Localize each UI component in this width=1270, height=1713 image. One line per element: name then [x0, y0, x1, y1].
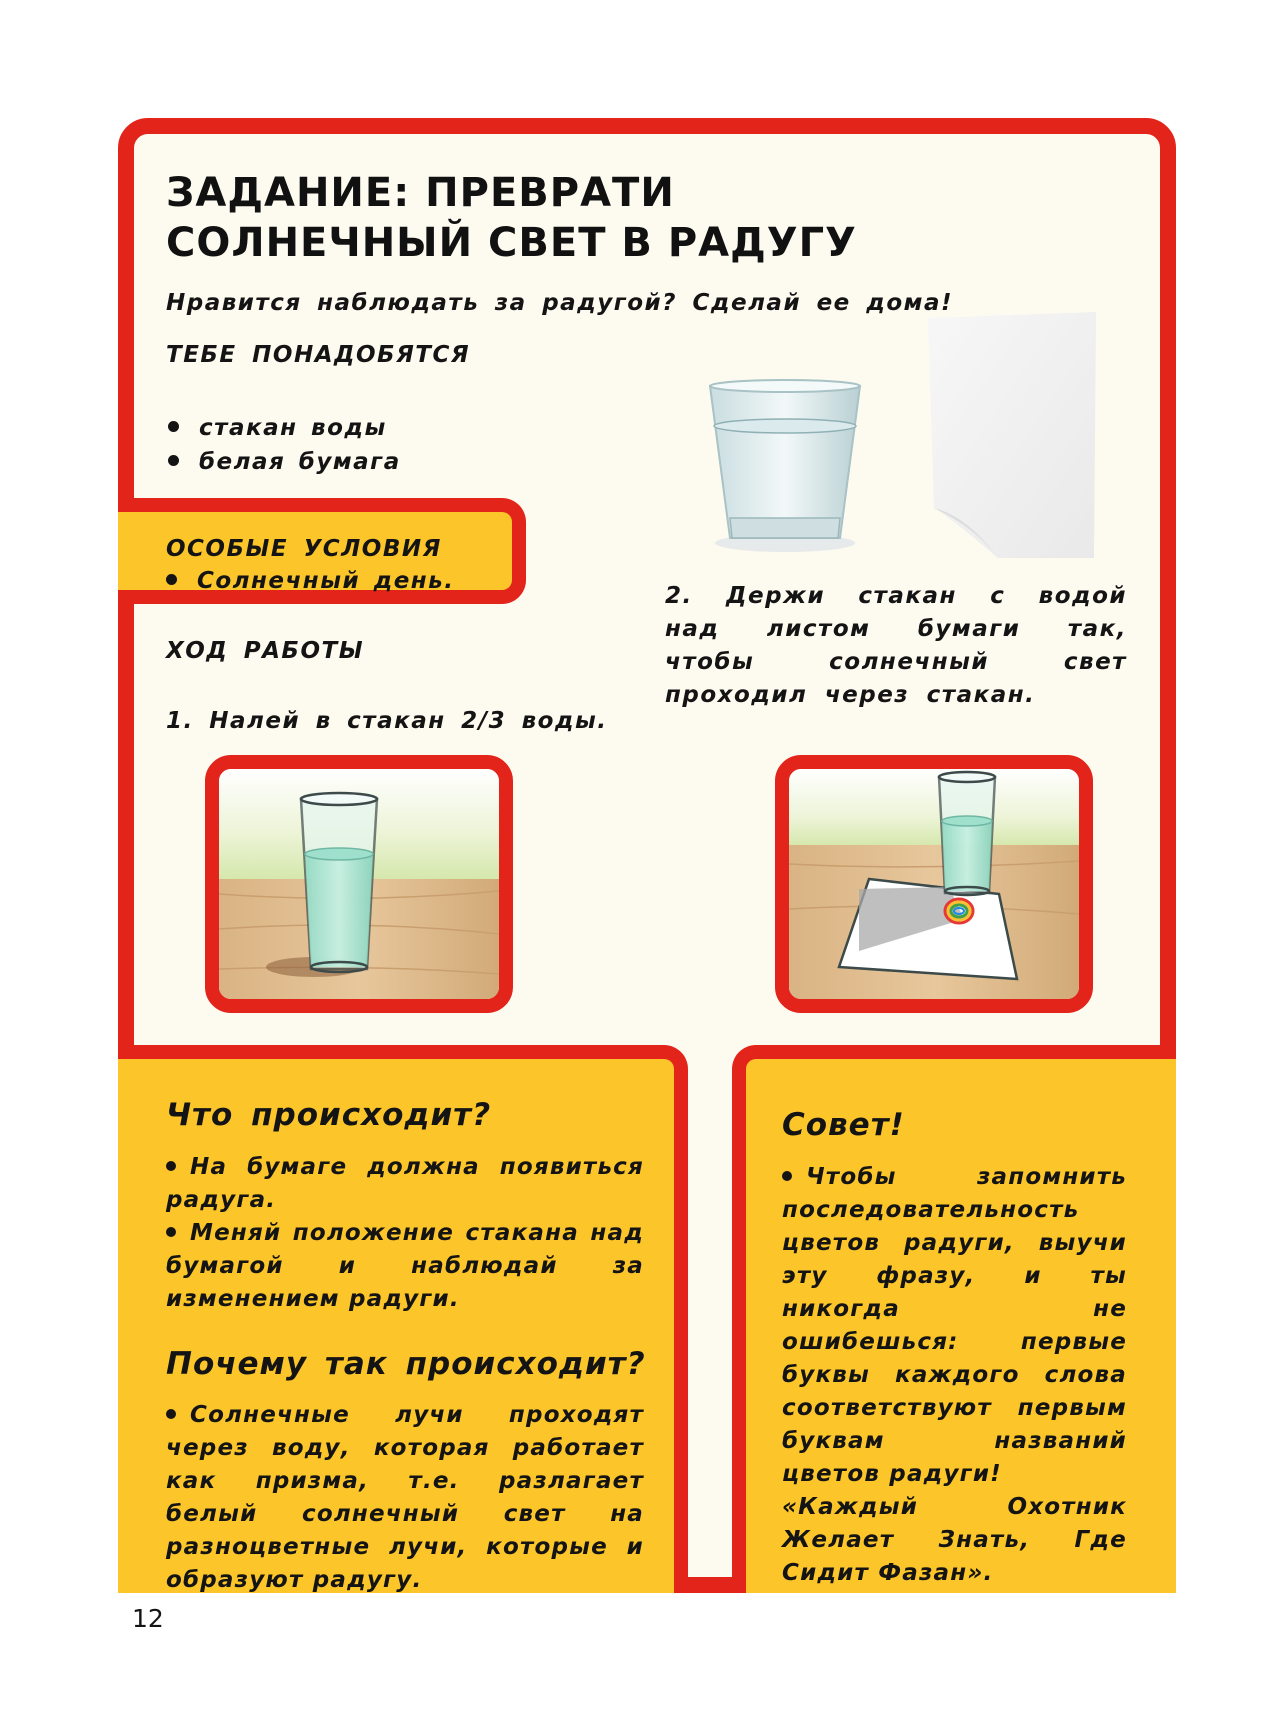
tip-title: Совет!: [782, 1107, 905, 1143]
title-line-1: ЗАДАНИЕ: ПРЕВРАТИ: [166, 170, 675, 216]
bullet-icon: [168, 421, 179, 432]
title-line-2: СОЛНЕЧНЫЙ СВЕТ В РАДУГУ: [166, 220, 857, 266]
bullet-icon: [168, 455, 179, 466]
materials-heading: ТЕБЕ ПОНАДОБЯТСЯ: [166, 342, 471, 368]
tip-text: [782, 1161, 1127, 1590]
list-item: Солнечный день.: [166, 568, 454, 594]
conditions-heading: ОСОБЫЕ УСЛОВИЯ: [166, 536, 442, 562]
list-item: белая бумага: [168, 445, 401, 479]
step-2-text: 2. Держи стакан с водой над листом бумаги так, чтобы солнечный свет проходил через стакан.: [665, 583, 1127, 708]
subtitle: Нравится наблюдать за радугой? Сделай ее дома!: [166, 290, 953, 316]
special-conditions-panel: [118, 498, 526, 604]
page-title: [166, 168, 866, 268]
bullet-icon: [166, 574, 177, 585]
why-title: Почему так происходит?: [166, 1346, 646, 1382]
glass-over-paper-rainbow-illustration: [775, 755, 1093, 1013]
why-text: [166, 1399, 644, 1597]
white-paper-photo: [928, 312, 1098, 566]
glass-on-table-illustration: [205, 755, 513, 1013]
tip-panel: [732, 1045, 1176, 1593]
bullet-icon: [166, 1161, 176, 1171]
page-number: 12: [132, 1604, 164, 1633]
paragraph: Солнечные лучи проходят через воду, которая работает как призма, т.е. разлагает белый солнечный свет на разноцветные лучи, которые и образуют радугу.: [166, 1402, 644, 1593]
paragraph: Меняй положение стакана над бумагой и наблюдай за изменением радуги.: [166, 1220, 644, 1312]
paragraph: Чтобы запомнить последовательность цветов радуги, выучи эту фразу, и ты никогда не ошибешься: первые буквы каждого слова соответствуют первым буквам названий цветов радуги!: [782, 1164, 1127, 1487]
paragraph: «Каждый Охотник Желает Знать, Где Сидит Фазан».: [782, 1494, 1127, 1586]
bullet-icon: [166, 1409, 176, 1419]
explanation-panel: [118, 1045, 688, 1593]
materials-list: [168, 411, 401, 479]
what-happens-text: [166, 1151, 644, 1316]
procedure-heading: ХОД РАБОТЫ: [166, 638, 365, 664]
bullet-icon: [782, 1171, 792, 1181]
water-glass-photo: [700, 378, 870, 562]
what-happens-title: Что происходит?: [166, 1097, 492, 1133]
paragraph: На бумаге должна появиться радуга.: [166, 1154, 644, 1213]
step-1-text: 1. Налей в стакан 2/3 воды.: [166, 708, 608, 734]
list-item: стакан воды: [168, 411, 401, 445]
bullet-icon: [166, 1227, 176, 1237]
